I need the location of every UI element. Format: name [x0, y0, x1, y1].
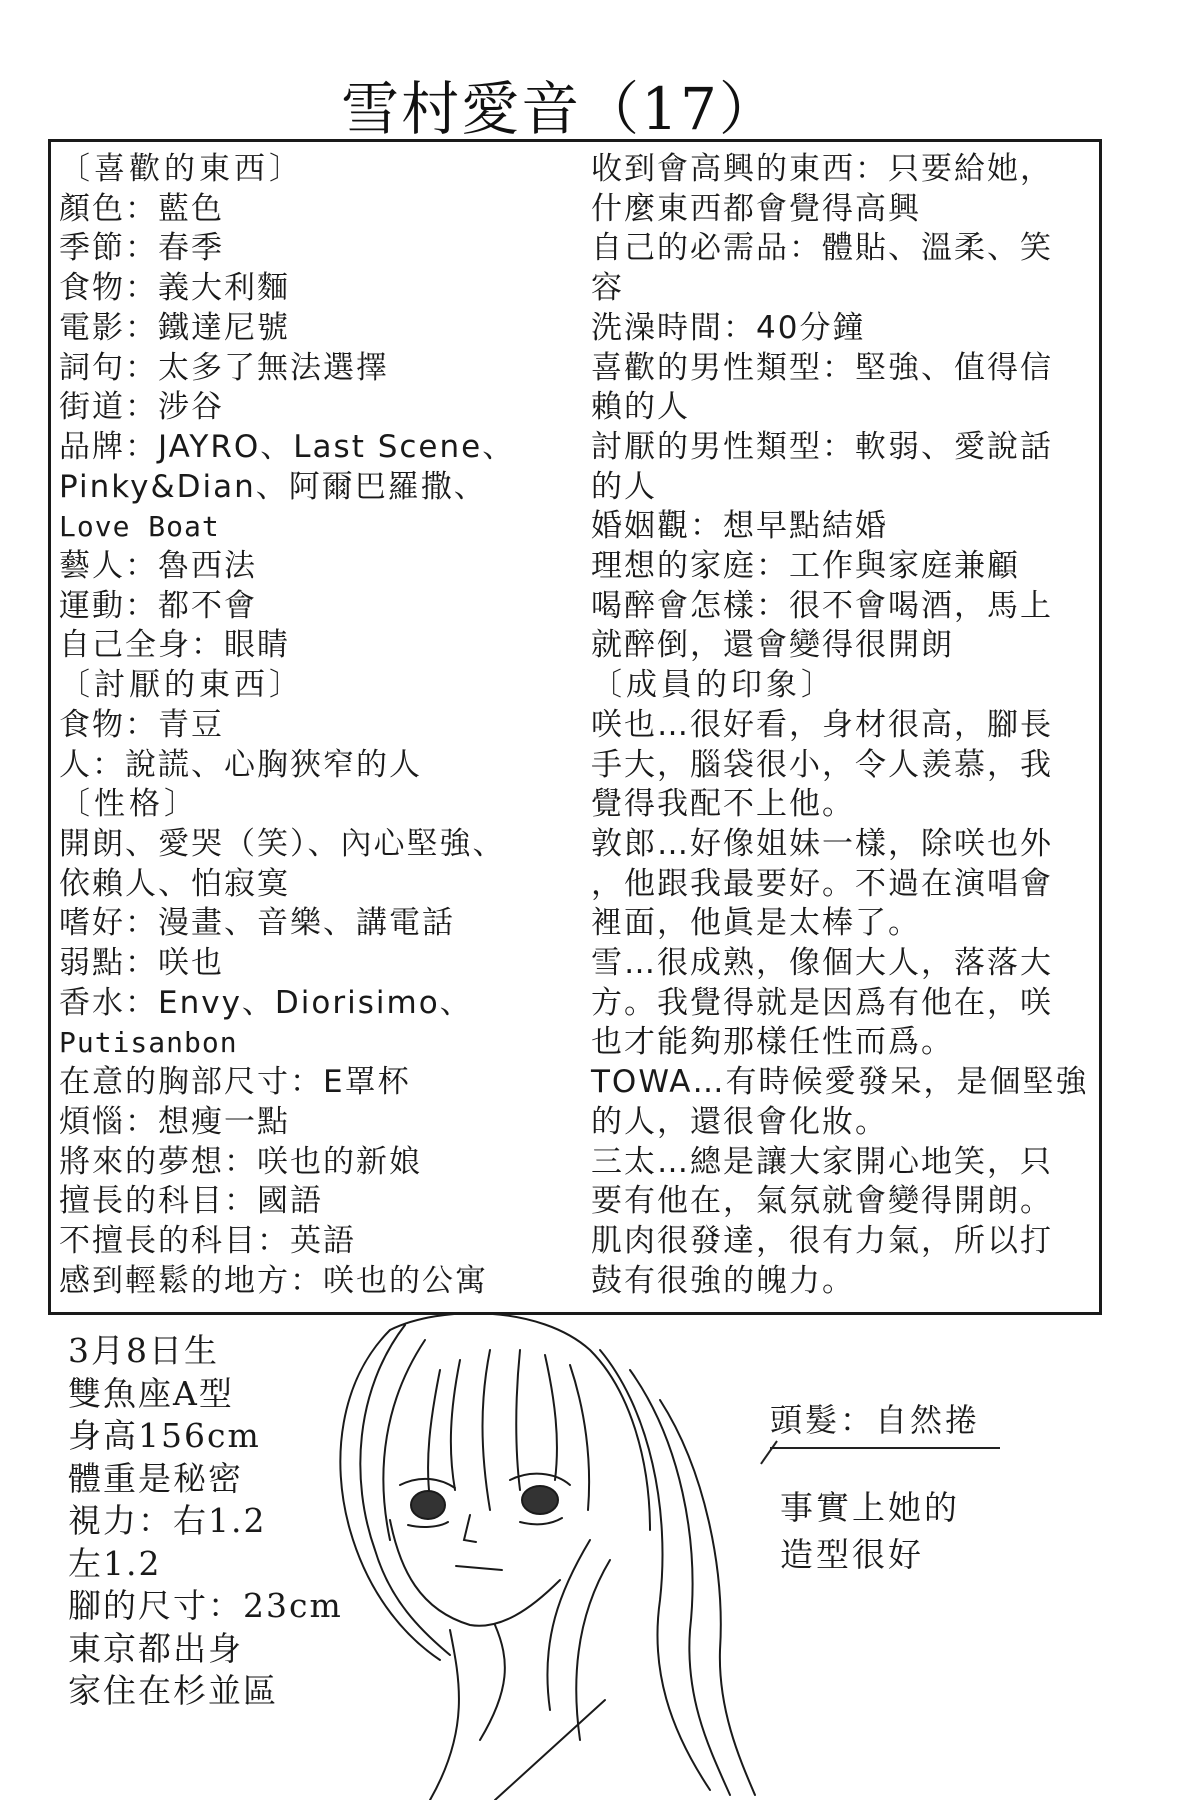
profile-line: Putisanbon [59, 1026, 238, 1060]
profile-line: 品牌：JAYRO、Last Scene、 [59, 428, 516, 465]
profile-line: 將來的夢想：咲也的新娘 [59, 1143, 422, 1180]
profile-line: 人：說謊、心胸狹窄的人 [59, 746, 422, 783]
profile-line: 煩惱：想瘦一點 [59, 1103, 290, 1140]
profile-line: 的人 [591, 468, 657, 505]
profile-line: 在意的胸部尺寸：E罩杯 [59, 1064, 411, 1101]
profile-line: 擅長的科目：國語 [59, 1183, 323, 1220]
section-header-dislikes: 〔討厭的東西〕 [59, 667, 304, 704]
hair-annotation-note [780, 1484, 960, 1578]
stat-residence: 家住在杉並區 [68, 1671, 278, 1710]
profile-line: 覺得我配不上他。 [591, 786, 855, 823]
hair-annotation-label: 頭髮：自然捲 [770, 1395, 1000, 1449]
section-header-member-impressions: 〔成員的印象〕 [591, 667, 836, 704]
profile-line: 電影：鐵達尼號 [59, 309, 290, 346]
profile-line: 也才能夠那樣任性而爲。 [591, 1024, 954, 1061]
profile-line: 肌肉很發達，很有力氣，所以打 [591, 1222, 1053, 1259]
stat-height: 身高156cm [68, 1416, 261, 1455]
profile-line: 開朗、愛哭（笑）、內心堅強、 [59, 825, 506, 862]
profile-line: 自己全身：眼睛 [59, 627, 290, 664]
profile-line: 自己的必需品：體貼、溫柔、笑 [591, 230, 1053, 267]
profile-line: 嗜好：漫畫、音樂、講電話 [59, 905, 455, 942]
profile-line: 感到輕鬆的地方：咲也的公寓 [59, 1262, 488, 1299]
profile-line: 顏色：藍色 [59, 190, 224, 227]
profile-line: 要有他在，氣氛就會變得開朗。 [591, 1183, 1053, 1220]
profile-line: 敦郎…好像姐妹一樣，除咲也外 [591, 825, 1053, 862]
profile-line: 咲也…很好看，身材很高，腳長 [591, 706, 1053, 743]
profile-line: 街道：涉谷 [59, 389, 224, 426]
profile-line: 裡面，他眞是太棒了。 [591, 905, 921, 942]
profile-line: 討厭的男性類型：軟弱、愛說話 [591, 428, 1053, 465]
profile-line: 食物：義大利麵 [59, 270, 290, 307]
profile-line: 依賴人、怕寂寞 [59, 865, 290, 902]
profile-line: 食物：青豆 [59, 706, 224, 743]
character-illustration [330, 1310, 790, 1800]
page-title: 雪村愛音（17） [341, 75, 779, 143]
profile-line: 喜歡的男性類型：堅強、值得信 [591, 349, 1053, 386]
profile-line: 手大，腦袋很小，令人羨慕，我 [591, 746, 1053, 783]
profile-line: 藝人：魯西法 [59, 548, 257, 585]
profile-box [48, 139, 1102, 1315]
profile-line: 賴的人 [591, 389, 690, 426]
profile-line: ，他跟我最要好。不過在演唱會 [591, 865, 1053, 902]
profile-line: 詞句：太多了無法選擇 [59, 349, 389, 386]
profile-left-column [59, 150, 589, 1301]
stat-birthday: 3月8日生 [68, 1331, 219, 1370]
profile-line: Pinky&Dian、阿爾巴羅撒、 [59, 468, 487, 505]
profile-line: 的人，還很會化妝。 [591, 1103, 888, 1140]
profile-line: 婚姻觀：想早點結婚 [591, 508, 888, 545]
profile-line: 鼓有很強的魄力。 [591, 1262, 855, 1299]
profile-line: 季節：春季 [59, 230, 224, 267]
profile-line: 收到會高興的東西：只要給她， [591, 151, 1053, 187]
stat-weight: 體重是秘密 [68, 1458, 243, 1498]
note-line: 事實上她的 [780, 1488, 960, 1527]
profile-line: 弱點：咲也 [59, 945, 224, 982]
profile-line: 香水：Envy、Diorisimo、 [59, 984, 473, 1021]
profile-line: 方。我覺得就是因爲有他在，咲 [591, 984, 1053, 1021]
profile-line: 三太…總是讓大家開心地笑，只 [591, 1143, 1053, 1180]
profile-line: 理想的家庭：工作與家庭兼顧 [591, 548, 1020, 585]
profile-line: TOWA…有時候愛發呆，是個堅強 [591, 1064, 1089, 1101]
stat-birthplace: 東京都出身 [68, 1628, 243, 1668]
profile-line: 就醉倒，還會變得很開朗 [591, 627, 954, 664]
section-header-likes: 〔喜歡的東西〕 [59, 151, 304, 187]
profile-line: 容 [591, 270, 624, 307]
note-line: 造型很好 [780, 1535, 924, 1574]
profile-line: 喝醉會怎樣：很不會喝酒，馬上 [591, 587, 1053, 624]
profile-line: 運動：都不會 [59, 587, 257, 624]
stat-foot-size: 腳的尺寸：23cm [68, 1586, 343, 1625]
profile-line: 洗澡時間：40分鐘 [591, 309, 866, 346]
profile-line: 不擅長的科目：英語 [59, 1222, 356, 1259]
stat-zodiac-blood: 雙魚座A型 [68, 1373, 234, 1413]
profile-line: 雪…很成熟，像個大人，落落大 [591, 945, 1053, 982]
stat-vision-right: 視力：右1.2 [68, 1501, 267, 1540]
stat-vision-left: 左1.2 [68, 1543, 162, 1583]
profile-line: 什麼東西都會覺得高興 [591, 190, 921, 227]
character-stats [68, 1330, 343, 1713]
profile-right-column [591, 150, 1101, 1301]
profile-line: Love Boat [59, 510, 220, 544]
section-header-personality: 〔性格〕 [59, 786, 199, 823]
